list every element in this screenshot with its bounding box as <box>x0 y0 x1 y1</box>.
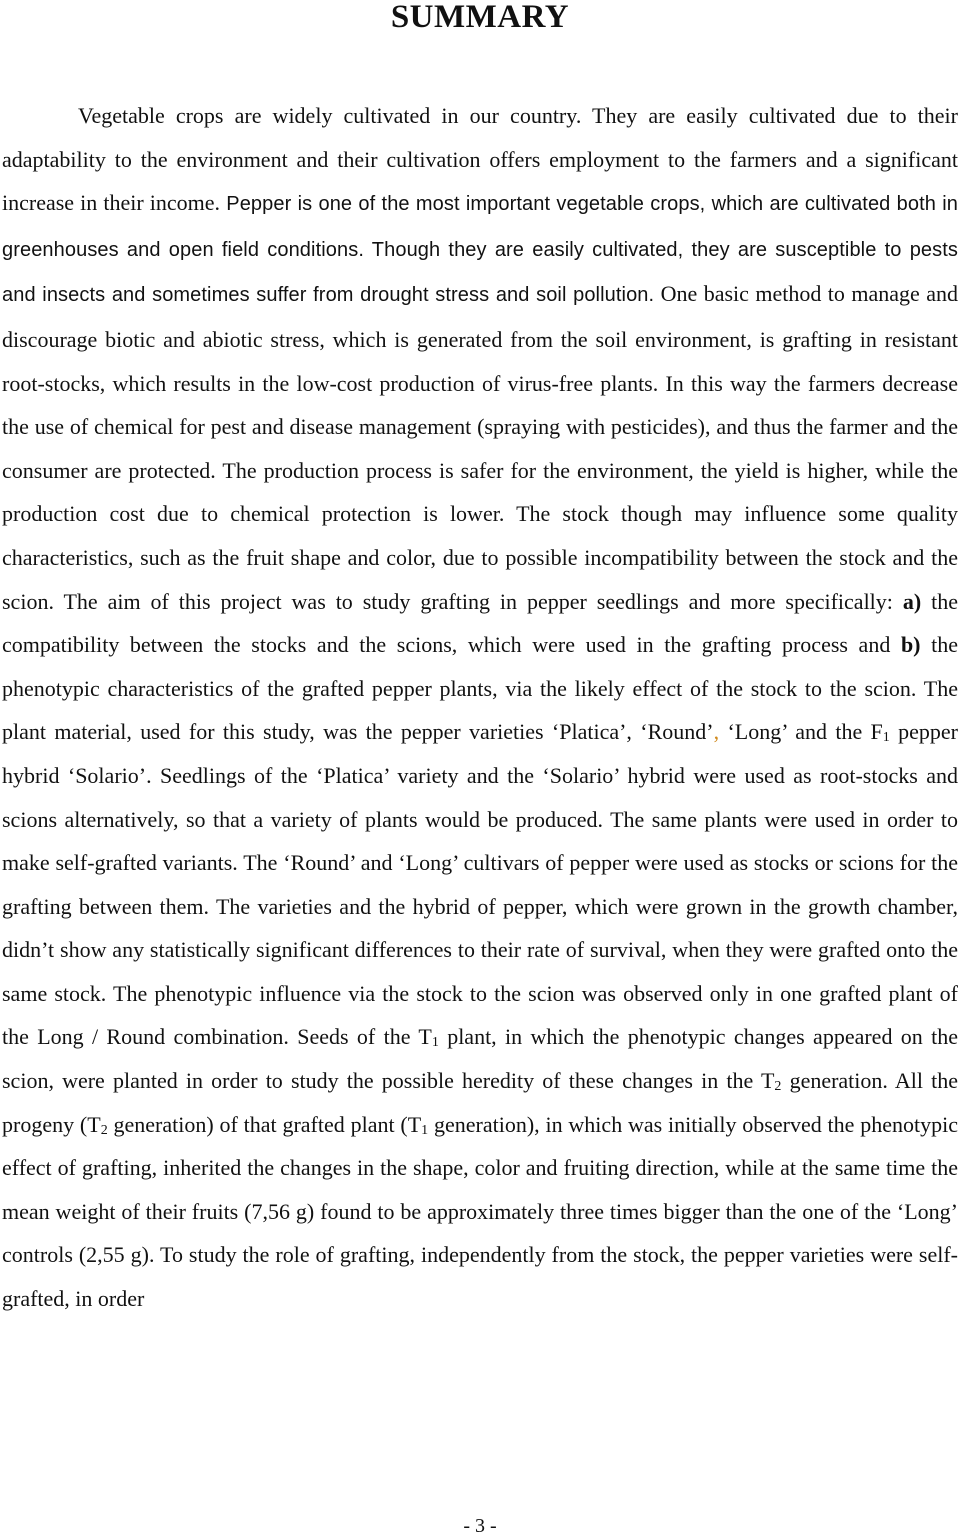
sentence-7: The aim of this project was to study grafting in pepper seedlings and more specifically: <box>53 588 903 614</box>
sentence-5: The production process is safer for the environment, the yield is higher, while the production cost due to chemical protection is lower. <box>2 457 958 527</box>
sentence-18: Seeds of the T <box>288 1024 432 1050</box>
sentence-12: pepper hybrid ‘Solario’. <box>2 719 958 788</box>
sentence-13: Seedlings of the ‘Platica’ variety and the ‘Solario’ hybrid were used as root-stocks and scions alternatively, so that a variety of plants would be produced. <box>2 762 958 832</box>
subscript-t1: 1 <box>431 1035 439 1051</box>
page-title: SUMMARY <box>390 0 570 35</box>
sentence-24: To study the role of grafting, independently from the stock, the pepper varieties were self-grafted, in order <box>2 1242 958 1312</box>
marker-b: b) <box>900 632 921 658</box>
sentence-16: The varieties and the hybrid of pepper, which were grown in the growth chamber, didn’t show any statistically significant differences to their rate of survival, when they were grafted onto the same stock. <box>2 893 958 1006</box>
sentence-10: The plant material, used for this study, was the pepper varieties ‘Platica’, ‘Round’ <box>2 675 958 745</box>
sentence-14: The same plants were used in order to make self-grafted variants. <box>2 806 958 876</box>
sentence-23: generation), in which was initially observed the phenotypic effect of grafting, inherited the changes in the shape, color and fruiting direction, while at the same time the mean weight of their fruits (7,56 g) found to be approximately three times bigger than the one of the ‘Long’ controls (2,55 g). <box>2 1111 959 1268</box>
subscript-t2: 2 <box>774 1079 782 1095</box>
subscript-t1-parent: 1 <box>421 1122 429 1138</box>
sentence-11: ‘Long’ and the F <box>719 719 883 745</box>
sentence-21: All the progeny (T <box>2 1068 958 1137</box>
sentence-15: The ‘Round’ and ‘Long’ cultivars of pepper were used as stocks or scions for the grafting between them. <box>2 850 958 919</box>
sentence-1: Vegetable crops are widely cultivated in our country. They are easily cultivated due to their adaptability to the environment and their cultivation offers employment to the farmers and a significant increase in their income. <box>2 103 958 216</box>
sentence-2: Pepper is one of the most important vegetable crops, which are cultivated both in greenhouses and open field conditions. Though they are easily cultivated, they are susceptible to pests and insects and sometimes suffer from drought stress and soil pollution. <box>2 193 958 307</box>
sentence-8: the compatibility between the stocks and the scions, which were used in the grafting process and <box>2 588 958 658</box>
sentence-4: In this way the farmers decrease the use of chemical for pest and disease management (spraying with pesticides), and thus the farmer and the consumer are protected. <box>2 370 958 483</box>
sentence-19: plant, in which the phenotypic changes appeared on the scion, were planted in order to study the possible heredity of these changes in the T <box>2 1024 958 1094</box>
summary-paragraph <box>2 94 958 1321</box>
sentence-6: The stock though may influence some quality characteristics, such as the fruit shape and color, due to possible incompatibility between the stock and the scion. <box>2 501 958 614</box>
sentence-3: One basic method to manage and discourage biotic and abiotic stress, which is generated from the soil environment, is grafting in resistant root-stocks, which results in the low-cost production of virus-free plants. <box>2 281 958 396</box>
page-number: - 3 - <box>463 1515 497 1537</box>
subscript-t2-progeny: 2 <box>100 1122 108 1138</box>
sentence-9: the phenotypic characteristics of the grafted pepper plants, via the likely effect of the stock to the scion. <box>2 632 958 701</box>
accent-comma: , <box>713 719 720 745</box>
sentence-17: The phenotypic influence via the stock to the scion was observed only in one grafted plant of the Long / Round combination. <box>2 980 958 1050</box>
sentence-22: generation) of that grafted plant (T <box>107 1111 422 1137</box>
marker-a: a) <box>902 588 922 614</box>
sentence-20: generation. <box>781 1068 888 1094</box>
subscript-f1: 1 <box>882 730 890 746</box>
